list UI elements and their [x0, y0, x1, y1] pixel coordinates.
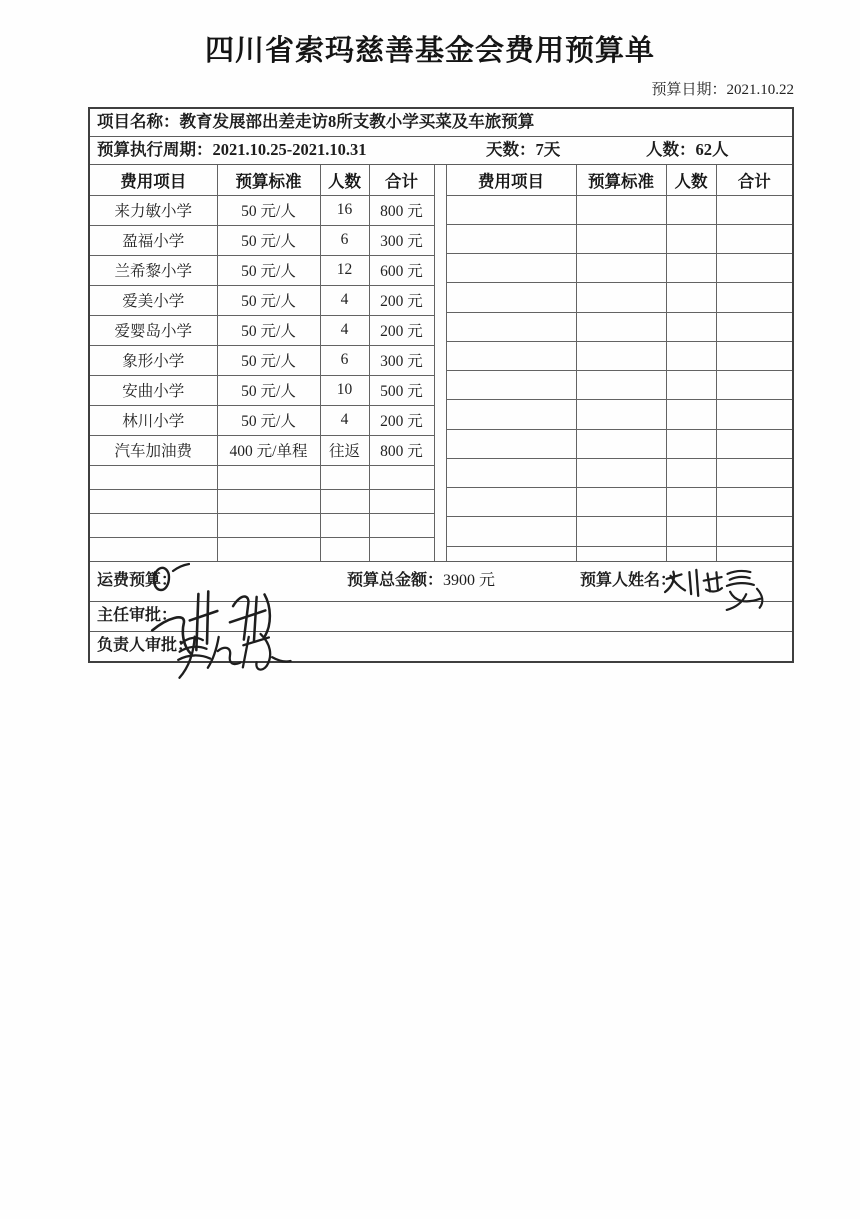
empty-cell [666, 488, 716, 517]
empty-cell [666, 283, 716, 312]
empty-cell [576, 371, 666, 400]
empty-cell [576, 254, 666, 283]
header-count: 人数 [320, 165, 369, 195]
empty-cell [666, 400, 716, 429]
people-segment [646, 137, 729, 163]
header-total: 合计 [716, 165, 792, 195]
table-header-row [446, 165, 792, 195]
empty-cell [446, 195, 576, 224]
cell-standard: 50 元/人 [217, 225, 320, 255]
empty-row [446, 371, 792, 400]
days-label: 天数： [486, 140, 536, 159]
header-standard: 预算标准 [217, 165, 320, 195]
cell-total: 200 元 [369, 285, 434, 315]
budget-form-table [88, 107, 794, 663]
empty-cell [446, 400, 576, 429]
empty-cell [716, 488, 792, 517]
table-row [90, 435, 434, 465]
days-value: 7天 [535, 140, 561, 159]
empty-cell [576, 517, 666, 546]
cell-count: 10 [320, 375, 369, 405]
empty-row [90, 513, 434, 537]
table-row [90, 285, 434, 315]
cell-count: 16 [320, 195, 369, 225]
expense-table-right [446, 165, 793, 561]
empty-cell [217, 489, 320, 513]
total-amount-value: 3900 元 [443, 572, 496, 589]
empty-cell [576, 224, 666, 253]
empty-row [90, 537, 434, 561]
budget-date-label: 预算日期： [651, 82, 727, 98]
empty-row [446, 488, 792, 517]
empty-cell [320, 537, 369, 561]
cell-total: 500 元 [369, 375, 434, 405]
empty-cell [576, 195, 666, 224]
empty-cell [369, 513, 434, 537]
period-value: 2021.10.25-2021.10.31 [212, 140, 367, 159]
empty-cell [716, 429, 792, 458]
empty-cell [576, 341, 666, 370]
cell-item: 安曲小学 [90, 375, 217, 405]
empty-cell [666, 371, 716, 400]
empty-cell [446, 429, 576, 458]
shipping-budget [97, 562, 177, 600]
total-amount-label: 预算总金额： [347, 572, 444, 589]
empty-cell [576, 429, 666, 458]
director-approval-row [90, 601, 792, 631]
director-approval-label: 主任审批： [97, 607, 178, 624]
empty-cell [446, 371, 576, 400]
empty-cell [446, 546, 576, 561]
empty-cell [716, 400, 792, 429]
cell-item: 兰希黎小学 [90, 255, 217, 285]
empty-cell [716, 312, 792, 341]
empty-cell [217, 537, 320, 561]
budget-date-line [0, 78, 794, 99]
empty-row [446, 400, 792, 429]
header-item: 费用项目 [90, 165, 217, 195]
cell-item: 林川小学 [90, 405, 217, 435]
cell-item: 爱婴岛小学 [90, 315, 217, 345]
cell-standard: 50 元/人 [217, 405, 320, 435]
budget-person-label: 预算人姓名： [580, 572, 677, 589]
period-label: 预算执行周期： [97, 140, 213, 159]
empty-cell [446, 254, 576, 283]
cell-total: 300 元 [369, 345, 434, 375]
empty-cell [716, 224, 792, 253]
table-row [90, 375, 434, 405]
empty-row [90, 465, 434, 489]
page-title: 四川省索玛慈善基金会费用预算单 [204, 35, 655, 67]
empty-cell [90, 513, 217, 537]
expense-grid [90, 165, 792, 561]
header-item: 费用项目 [446, 165, 576, 195]
cell-total: 200 元 [369, 405, 434, 435]
empty-cell [320, 465, 369, 489]
header-count: 人数 [666, 165, 716, 195]
period-segment [97, 137, 367, 163]
empty-cell [716, 371, 792, 400]
cell-total: 600 元 [369, 255, 434, 285]
cell-standard: 50 元/人 [217, 195, 320, 225]
empty-cell [576, 283, 666, 312]
project-name-value: 教育发展部出差走访8所支教小学买菜及车旅预算 [179, 112, 535, 131]
empty-cell [716, 254, 792, 283]
empty-cell [716, 341, 792, 370]
empty-cell [446, 517, 576, 546]
project-name-row [90, 109, 792, 137]
cell-item: 象形小学 [90, 345, 217, 375]
empty-cell [446, 224, 576, 253]
table-row [90, 345, 434, 375]
empty-cell [320, 513, 369, 537]
empty-cell [666, 429, 716, 458]
empty-cell [666, 517, 716, 546]
project-name-label: 项目名称： [97, 112, 180, 131]
empty-cell [369, 465, 434, 489]
empty-row [90, 489, 434, 513]
cell-count: 往返 [320, 435, 369, 465]
cell-count: 6 [320, 225, 369, 255]
total-amount [347, 562, 495, 600]
table-row [90, 405, 434, 435]
header-total: 合计 [369, 165, 434, 195]
expense-table-left [90, 165, 435, 561]
empty-cell [716, 546, 792, 561]
table-row [90, 315, 434, 345]
empty-row [446, 283, 792, 312]
empty-cell [576, 488, 666, 517]
empty-cell [446, 283, 576, 312]
empty-cell [666, 341, 716, 370]
empty-row [446, 517, 792, 546]
budget-period-row [90, 137, 792, 165]
cell-standard: 50 元/人 [217, 345, 320, 375]
cell-standard: 50 元/人 [217, 315, 320, 345]
cell-count: 4 [320, 315, 369, 345]
empty-cell [716, 517, 792, 546]
empty-row [446, 458, 792, 487]
empty-cell [576, 400, 666, 429]
empty-cell [716, 195, 792, 224]
empty-cell [90, 465, 217, 489]
empty-cell [217, 513, 320, 537]
empty-cell [576, 458, 666, 487]
cell-item: 来力敏小学 [90, 195, 217, 225]
cell-standard: 400 元/单程 [217, 435, 320, 465]
people-value: 62人 [695, 140, 729, 159]
cell-item: 汽车加油费 [90, 435, 217, 465]
cell-count: 12 [320, 255, 369, 285]
cell-standard: 50 元/人 [217, 255, 320, 285]
days-segment [486, 137, 560, 163]
empty-cell [666, 254, 716, 283]
table-row [90, 225, 434, 255]
cell-count: 4 [320, 285, 369, 315]
empty-cell [217, 465, 320, 489]
empty-cell [666, 195, 716, 224]
empty-cell [666, 546, 716, 561]
cell-item: 爱美小学 [90, 285, 217, 315]
empty-cell [369, 537, 434, 561]
empty-row [446, 195, 792, 224]
empty-row [446, 341, 792, 370]
table-header-row [90, 165, 434, 195]
table-row [90, 195, 434, 225]
summary-row [90, 561, 792, 601]
cell-total: 800 元 [369, 195, 434, 225]
empty-cell [716, 458, 792, 487]
budget-date-value: 2021.10.22 [726, 82, 794, 98]
empty-row [446, 254, 792, 283]
empty-row [446, 312, 792, 341]
empty-cell [666, 312, 716, 341]
table-gap-column [435, 165, 446, 561]
manager-approval-label: 负责人审批： [97, 637, 194, 654]
empty-cell [666, 458, 716, 487]
empty-cell [90, 489, 217, 513]
cell-total: 300 元 [369, 225, 434, 255]
manager-approval-row [90, 631, 792, 661]
cell-count: 6 [320, 345, 369, 375]
budget-person [580, 562, 676, 600]
shipping-budget-label: 运费预算： [97, 572, 178, 589]
table-row [90, 255, 434, 285]
empty-cell [320, 489, 369, 513]
cell-item: 盈福小学 [90, 225, 217, 255]
empty-cell [446, 458, 576, 487]
empty-cell [369, 489, 434, 513]
cell-standard: 50 元/人 [217, 375, 320, 405]
cell-standard: 50 元/人 [217, 285, 320, 315]
cell-total: 800 元 [369, 435, 434, 465]
empty-cell [446, 341, 576, 370]
empty-cell [716, 283, 792, 312]
empty-cell [446, 488, 576, 517]
empty-cell [446, 312, 576, 341]
people-label: 人数： [646, 140, 696, 159]
empty-cell [90, 537, 217, 561]
empty-row [446, 546, 792, 561]
cell-count: 4 [320, 405, 369, 435]
cell-total: 200 元 [369, 315, 434, 345]
empty-cell [576, 546, 666, 561]
empty-row [446, 224, 792, 253]
empty-cell [666, 224, 716, 253]
header-standard: 预算标准 [576, 165, 666, 195]
empty-row [446, 429, 792, 458]
empty-cell [576, 312, 666, 341]
